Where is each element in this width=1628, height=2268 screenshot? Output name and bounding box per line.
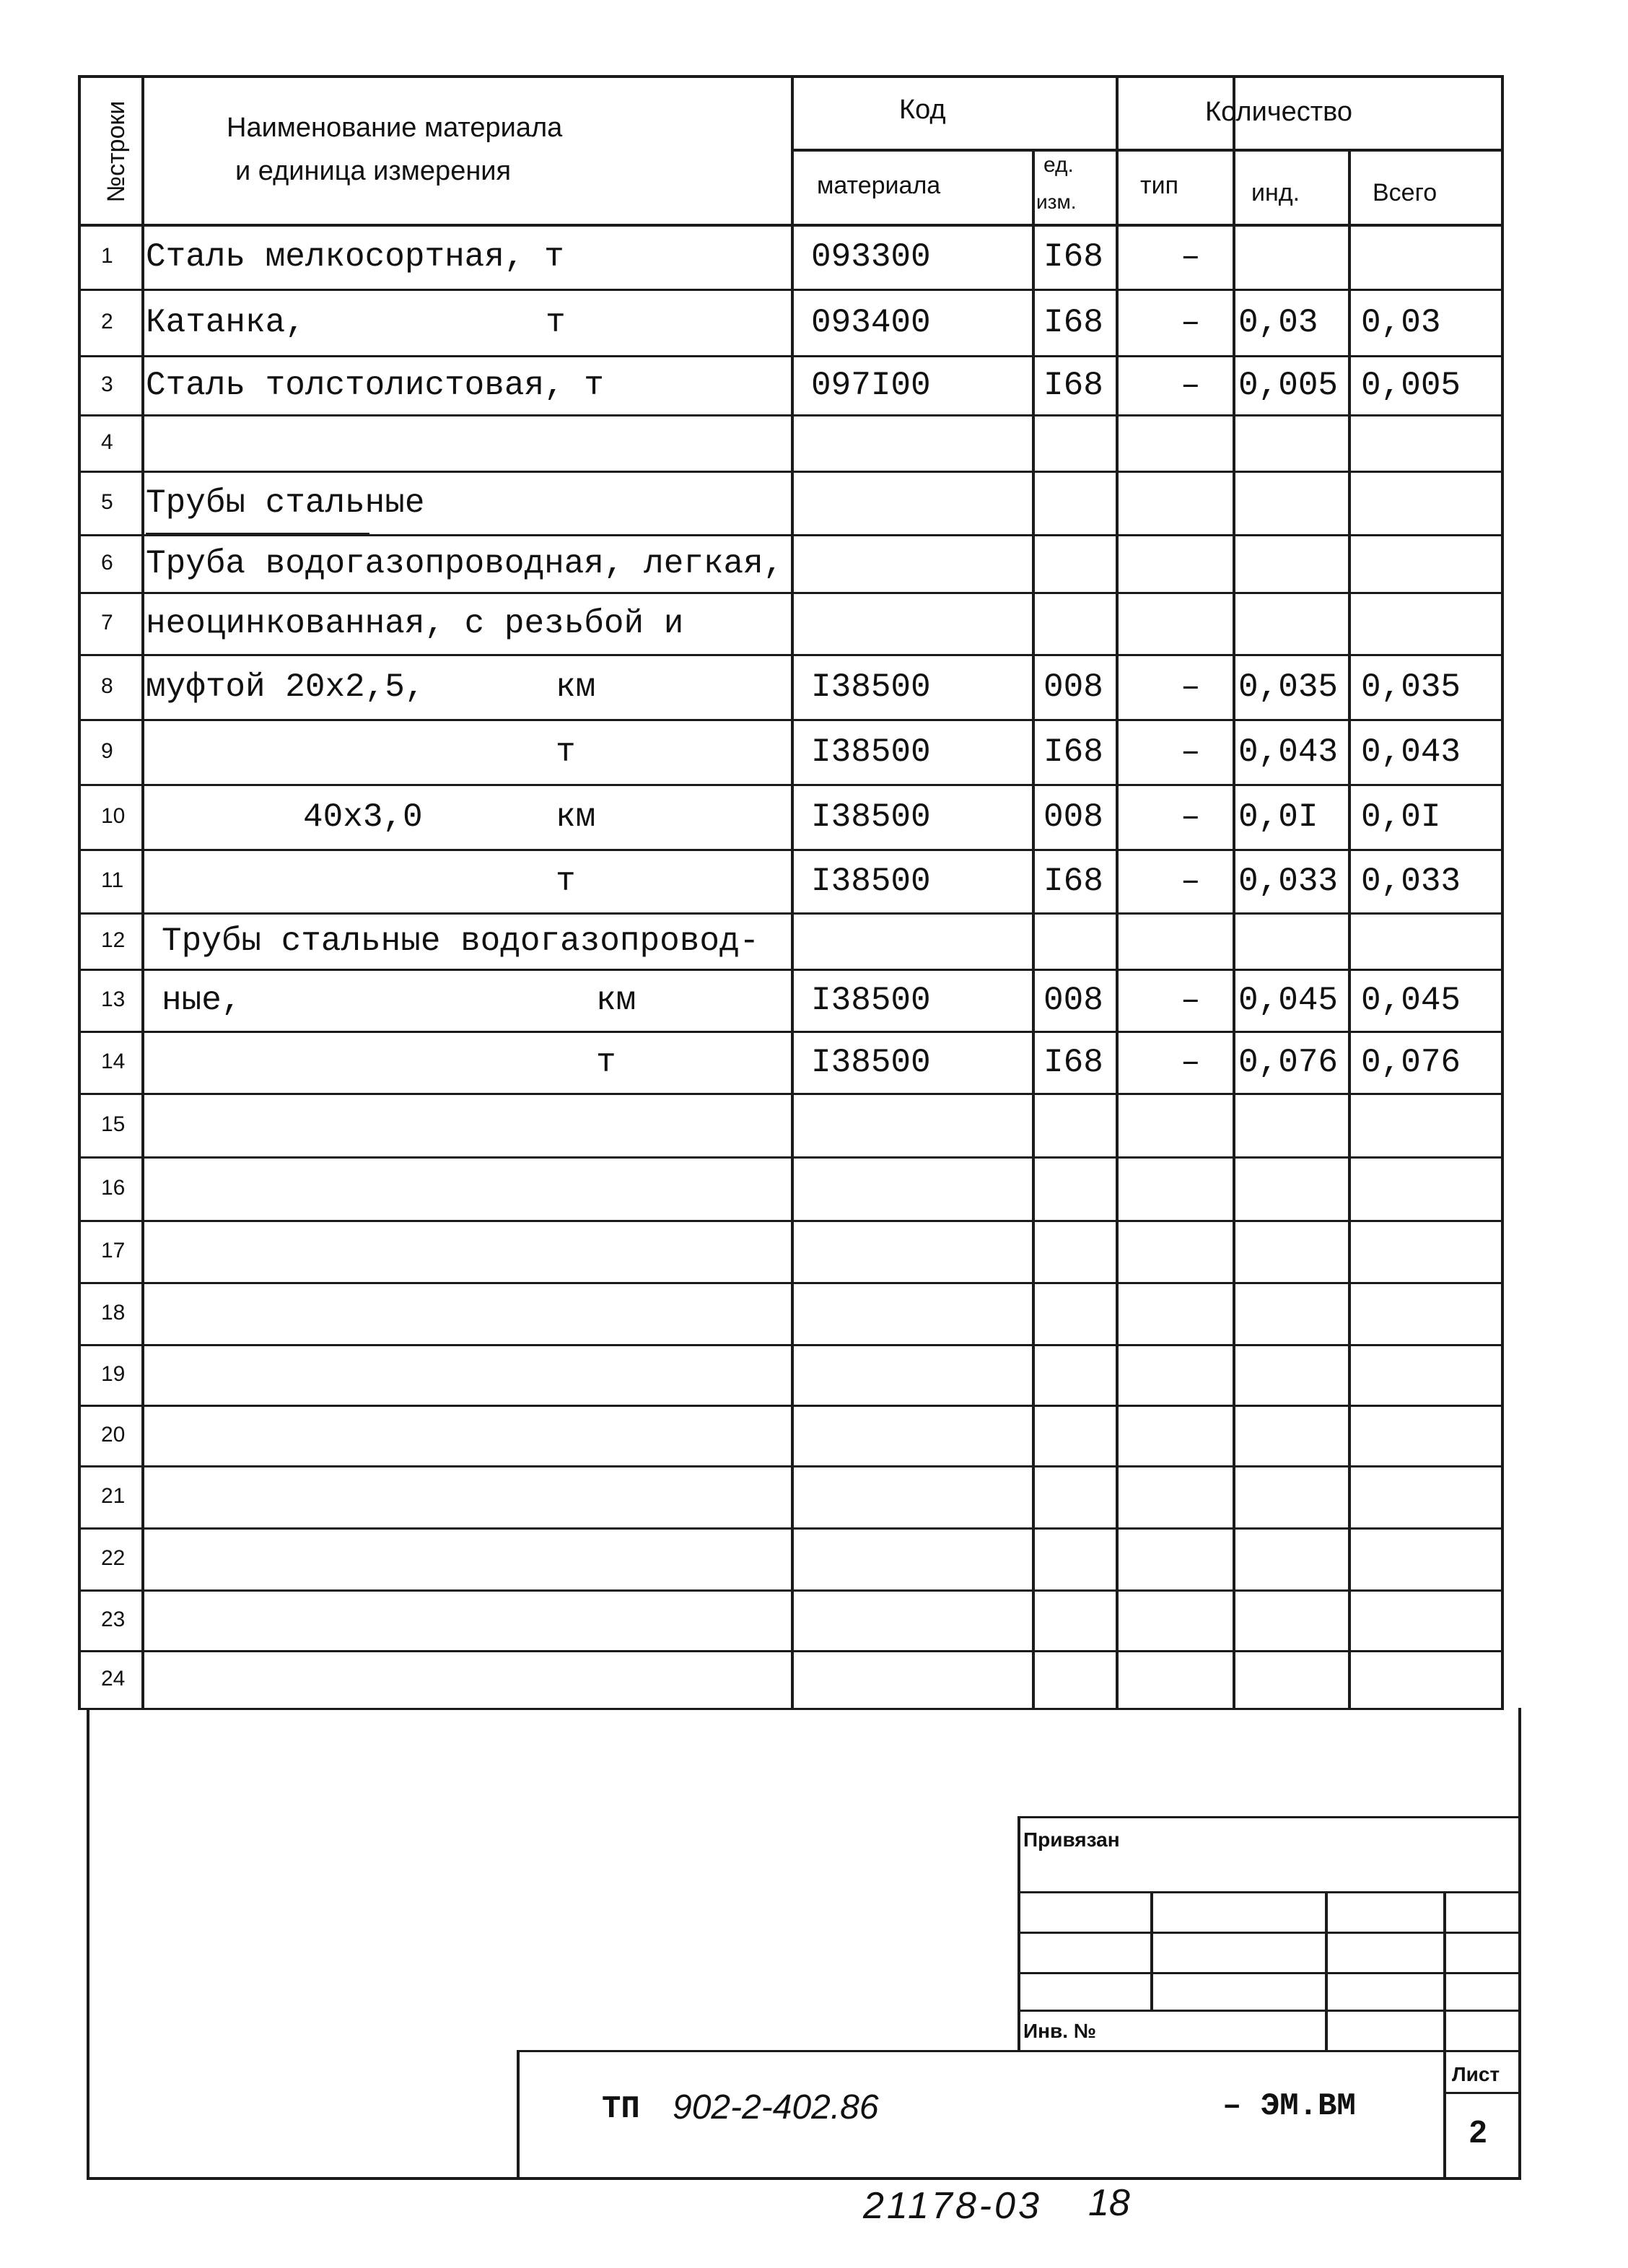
- privyazan-label: Привязан: [1023, 1828, 1120, 1851]
- inventory-number-label: Инв. №: [1023, 2020, 1097, 2042]
- quantity-type: –: [1181, 367, 1201, 404]
- quantity-header: Количество: [1205, 97, 1353, 127]
- sheet-label: Лист: [1452, 2063, 1500, 2085]
- material-code: I38500: [811, 1044, 931, 1081]
- quantity-type: –: [1181, 1044, 1201, 1081]
- row-number: 4: [101, 430, 113, 454]
- row-number: 17: [101, 1239, 126, 1262]
- material-code: 093400: [811, 304, 931, 341]
- row-rule: [78, 784, 1504, 786]
- row-rule: [78, 969, 1504, 971]
- unit-code-header-line2: изм.: [1036, 191, 1077, 213]
- row-number: 16: [101, 1176, 126, 1200]
- unit-code: I68: [1043, 863, 1103, 900]
- row-rule: [78, 1589, 1504, 1592]
- unit-of-measure: т: [546, 304, 566, 341]
- row-number: 1: [101, 244, 113, 268]
- material-code: I38500: [811, 733, 931, 771]
- page-number: 18: [1088, 2182, 1130, 2224]
- quantity-type: –: [1181, 238, 1201, 276]
- unit-of-measure: км: [556, 798, 596, 836]
- stamp-rule: [517, 2050, 520, 2177]
- quantity-total: 0,03: [1361, 304, 1441, 341]
- unit-code: I68: [1043, 304, 1103, 341]
- row-number: 15: [101, 1112, 126, 1136]
- material-name: Сталь толстолистовая, т: [146, 367, 604, 404]
- material-name: неоцинкованная, с резьбой и: [146, 605, 684, 642]
- quantity-type: –: [1181, 304, 1201, 341]
- row-rule: [78, 1156, 1504, 1159]
- row-number: 7: [101, 611, 113, 634]
- row-number: 14: [101, 1050, 126, 1073]
- row-rule: [78, 1405, 1504, 1407]
- column-rule: [1032, 149, 1035, 1708]
- stamp-rule: [517, 2050, 1518, 2052]
- row-number: 20: [101, 1423, 126, 1447]
- table-right-rule: [1501, 75, 1504, 1708]
- row-rule: [78, 849, 1504, 851]
- unit-of-measure: т: [556, 733, 576, 771]
- quantity-individual: 0,035: [1238, 668, 1339, 706]
- row-number: 11: [101, 868, 124, 892]
- name-header-line1: Наименование материала: [227, 113, 563, 143]
- row-rule: [78, 1031, 1504, 1033]
- unit-code: 008: [1043, 798, 1103, 836]
- material-name: Труба водогазопроводная, легкая,: [146, 545, 784, 583]
- row-rule: [78, 912, 1504, 915]
- quantity-total: 0,0I: [1361, 798, 1441, 836]
- row-number: 19: [101, 1362, 126, 1386]
- qty-total-header: Всего: [1373, 179, 1437, 206]
- material-name: муфтой 20х2,5,: [146, 668, 425, 706]
- unit-code-header-line1: ед.: [1043, 153, 1074, 177]
- column-rule: [1116, 149, 1119, 1708]
- quantity-individual: 0,03: [1238, 304, 1318, 341]
- row-rule: [78, 1093, 1504, 1095]
- material-code: 097I00: [811, 367, 931, 404]
- unit-of-measure: км: [556, 668, 596, 706]
- column-rule: [1116, 75, 1119, 149]
- column-rule: [1348, 149, 1351, 1708]
- material-name: Сталь мелкосортная, т: [146, 238, 564, 276]
- row-number: 3: [101, 372, 113, 396]
- quantity-type: –: [1181, 982, 1201, 1019]
- header-mid-rule: [791, 149, 1501, 152]
- row-number: 9: [101, 739, 113, 763]
- unit-of-measure: т: [556, 863, 576, 900]
- row-number: 2: [101, 310, 113, 333]
- row-rule: [78, 289, 1504, 291]
- quantity-individual: 0,0I: [1238, 798, 1318, 836]
- row-rule: [78, 414, 1504, 416]
- quantity-total: 0,045: [1361, 982, 1461, 1019]
- stamp-rule: [1150, 1891, 1153, 2010]
- row-number: 21: [101, 1484, 126, 1508]
- quantity-individual: 0,045: [1238, 982, 1339, 1019]
- quantity-total: 0,076: [1361, 1044, 1461, 1081]
- row-number: 8: [101, 674, 113, 698]
- stamp-rule: [1325, 1891, 1328, 2050]
- material-name: 40х3,0: [303, 798, 423, 836]
- stamp-rule: [1017, 1816, 1518, 1818]
- row-rule: [78, 592, 1504, 594]
- row-rule: [78, 1527, 1504, 1530]
- material-name: Катанка,: [146, 304, 305, 341]
- row-rule: [78, 654, 1504, 656]
- material-name: ные,: [162, 982, 242, 1019]
- column-rule: [1233, 75, 1235, 1708]
- row-number: 23: [101, 1608, 126, 1631]
- material-code: 093300: [811, 238, 931, 276]
- unit-code: 008: [1043, 982, 1103, 1019]
- row-rule: [78, 355, 1504, 357]
- row-rule: [78, 719, 1504, 721]
- quantity-individual: 0,043: [1238, 733, 1339, 771]
- quantity-individual: 0,005: [1238, 367, 1339, 404]
- unit-of-measure: т: [596, 1044, 616, 1081]
- column-rule: [791, 75, 794, 1708]
- quantity-type: –: [1181, 668, 1201, 706]
- unit-code: I68: [1043, 238, 1103, 276]
- unit-code: I68: [1043, 1044, 1103, 1081]
- row-number: 13: [101, 987, 126, 1011]
- quantity-individual: 0,033: [1238, 863, 1339, 900]
- row-number: 22: [101, 1546, 126, 1570]
- row-rule: [78, 1282, 1504, 1284]
- header-bottom-rule: [78, 224, 1504, 227]
- material-name: Трубы стальные водогазопровод-: [162, 923, 760, 960]
- row-number: 10: [101, 804, 126, 828]
- material-name: Трубы стальные: [146, 484, 425, 522]
- row-number: 24: [101, 1667, 126, 1691]
- section-underline: [146, 533, 369, 535]
- name-header-line2: и единица измерения: [235, 156, 512, 186]
- code-material-header: материала: [817, 172, 941, 199]
- table-left-rule: [78, 75, 81, 1708]
- row-number-header: №строки: [102, 100, 130, 203]
- qty-type-header: тип: [1140, 172, 1178, 199]
- code-header: Код: [899, 95, 946, 125]
- row-number: 5: [101, 490, 113, 514]
- row-number: 12: [101, 928, 126, 952]
- column-rule: [141, 75, 144, 1708]
- row-rule: [78, 1708, 1504, 1710]
- material-code: I38500: [811, 982, 931, 1019]
- stamp-rule: [1443, 2050, 1446, 2177]
- unit-code: I68: [1043, 733, 1103, 771]
- quantity-total: 0,005: [1361, 367, 1461, 404]
- quantity-type: –: [1181, 798, 1201, 836]
- frame-right-rule: [1518, 1708, 1521, 2177]
- quantity-total: 0,033: [1361, 863, 1461, 900]
- material-code: I38500: [811, 668, 931, 706]
- row-rule: [78, 471, 1504, 473]
- quantity-type: –: [1181, 733, 1201, 771]
- row-number: 18: [101, 1301, 126, 1325]
- archive-number: 21178-03: [863, 2185, 1042, 2227]
- doc-prefix: ТП: [602, 2091, 640, 2127]
- row-rule: [78, 1220, 1504, 1222]
- sheet-number: 2: [1469, 2114, 1487, 2150]
- stamp-rule: [1443, 1891, 1446, 2050]
- frame-bottom-rule: [87, 2177, 1521, 2180]
- stamp-rule: [1443, 2092, 1518, 2094]
- row-rule: [78, 1650, 1504, 1652]
- row-rule: [78, 1344, 1504, 1346]
- row-rule: [78, 1465, 1504, 1467]
- doc-suffix: – ЭМ.ВМ: [1222, 2088, 1356, 2124]
- unit-of-measure: км: [596, 982, 636, 1019]
- material-code: I38500: [811, 863, 931, 900]
- row-number: 6: [101, 551, 113, 575]
- unit-code: I68: [1043, 367, 1103, 404]
- quantity-total: 0,035: [1361, 668, 1461, 706]
- doc-number: 902-2-402.86: [673, 2088, 879, 2127]
- material-code: I38500: [811, 798, 931, 836]
- quantity-individual: 0,076: [1238, 1044, 1339, 1081]
- quantity-total: 0,043: [1361, 733, 1461, 771]
- qty-ind-header: инд.: [1251, 179, 1300, 206]
- frame-left-rule: [87, 1708, 89, 2177]
- unit-code: 008: [1043, 668, 1103, 706]
- quantity-type: –: [1181, 863, 1201, 900]
